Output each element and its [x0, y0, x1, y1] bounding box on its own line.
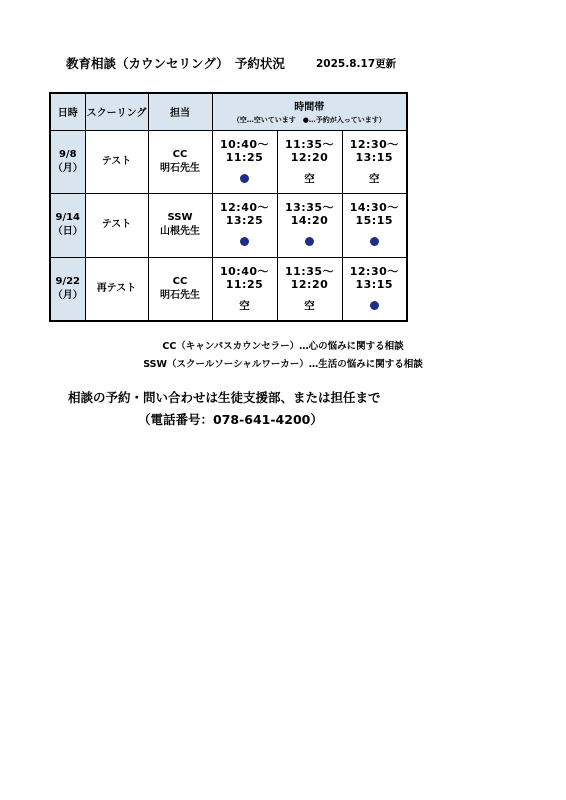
- table-row: [50, 257, 407, 321]
- slot-end: 13:25: [225, 213, 264, 227]
- updated-date: 2025.8.17更新: [316, 58, 397, 70]
- time-slot: [342, 193, 407, 257]
- slot-status: [343, 235, 407, 249]
- booked-dot-icon: [240, 237, 249, 246]
- slot-status: 空: [239, 299, 250, 312]
- staff-cell: [148, 130, 212, 193]
- slot-end: 15:15: [355, 213, 394, 227]
- staff-name: 明石先生: [160, 162, 200, 174]
- booked-dot-icon: [370, 301, 379, 310]
- header-time-title: 時間帯: [294, 102, 325, 114]
- slot-status: [213, 235, 277, 249]
- slot-status: 空: [304, 299, 315, 312]
- header-time-legend: （空…空いています ●…予約が入っています）: [232, 116, 386, 125]
- time-slot: [212, 130, 277, 193]
- staff-type: CC: [172, 148, 188, 160]
- schooling-cell: 再テスト: [85, 257, 148, 321]
- slot-status: 空: [369, 172, 380, 185]
- table-row: [50, 130, 407, 193]
- slot-status: [343, 299, 407, 313]
- date-value: 9/14: [55, 212, 81, 223]
- contact-line: 相談の予約・問い合わせは生徒支援部、または担任まで: [68, 390, 381, 405]
- slot-end: 11:25: [225, 277, 264, 291]
- day-value: （月）: [52, 289, 83, 301]
- slot-start: 12:40～: [219, 200, 269, 214]
- staff-cell: [148, 193, 212, 257]
- reservation-table: [49, 92, 408, 322]
- day-value: （日）: [52, 226, 83, 237]
- booked-dot-icon: [240, 174, 249, 183]
- booked-dot-icon: [370, 237, 379, 246]
- slot-status: 空: [304, 172, 315, 185]
- slot-start: 13:35～: [284, 200, 334, 214]
- date-value: 9/22: [55, 275, 81, 287]
- header-staff: 担当: [148, 93, 212, 130]
- header-time: [212, 93, 407, 130]
- slot-end: 13:15: [355, 150, 394, 164]
- slot-end: 13:15: [355, 277, 394, 291]
- slot-start: 10:40～: [219, 137, 269, 151]
- time-slot: [342, 257, 407, 321]
- slot-end: 14:20: [290, 213, 329, 227]
- date-cell: [50, 257, 85, 321]
- slot-start: 14:30～: [349, 200, 399, 214]
- slot-start: 11:35～: [284, 264, 334, 278]
- staff-name: 明石先生: [160, 289, 200, 301]
- date-cell: [50, 130, 85, 193]
- booked-dot-icon: [305, 237, 314, 246]
- slot-status: [278, 235, 342, 249]
- slot-start: 12:30～: [349, 137, 399, 151]
- slot-end: 11:25: [225, 150, 264, 164]
- time-slot: [277, 193, 342, 257]
- slot-start: 11:35～: [284, 137, 334, 151]
- slot-start: 10:40～: [219, 264, 269, 278]
- contact-phone: （電話番号：078-641-4200）: [138, 412, 323, 427]
- slot-end: 12:20: [290, 150, 329, 164]
- day-value: （月）: [52, 162, 83, 174]
- staff-type: CC: [172, 275, 188, 287]
- header-date: 日時: [50, 93, 85, 130]
- note-cc: CC（キャンパスカウンセラー）…心の悩みに関する相談: [162, 341, 404, 352]
- staff-name: 山根先生: [160, 226, 200, 237]
- table-row: [50, 193, 407, 257]
- time-slot: [212, 193, 277, 257]
- time-slot: [277, 130, 342, 193]
- schooling-cell: テスト: [85, 130, 148, 193]
- date-value: 9/8: [58, 148, 77, 160]
- date-cell: [50, 193, 85, 257]
- page-title: 教育相談（カウンセリング） 予約状況: [66, 56, 285, 71]
- note-ssw: SSW（スクールソーシャルワーカー）…生活の悩みに関する相談: [143, 359, 423, 370]
- time-slot: [212, 257, 277, 321]
- table-header-row: [50, 93, 407, 130]
- time-slot: [277, 257, 342, 321]
- time-slot: [342, 130, 407, 193]
- slot-start: 12:30～: [349, 264, 399, 278]
- header-schooling: スクーリング: [85, 93, 148, 130]
- staff-type: SSW: [167, 212, 193, 223]
- schooling-cell: テスト: [85, 193, 148, 257]
- staff-cell: [148, 257, 212, 321]
- slot-status: [213, 172, 277, 186]
- slot-end: 12:20: [290, 277, 329, 291]
